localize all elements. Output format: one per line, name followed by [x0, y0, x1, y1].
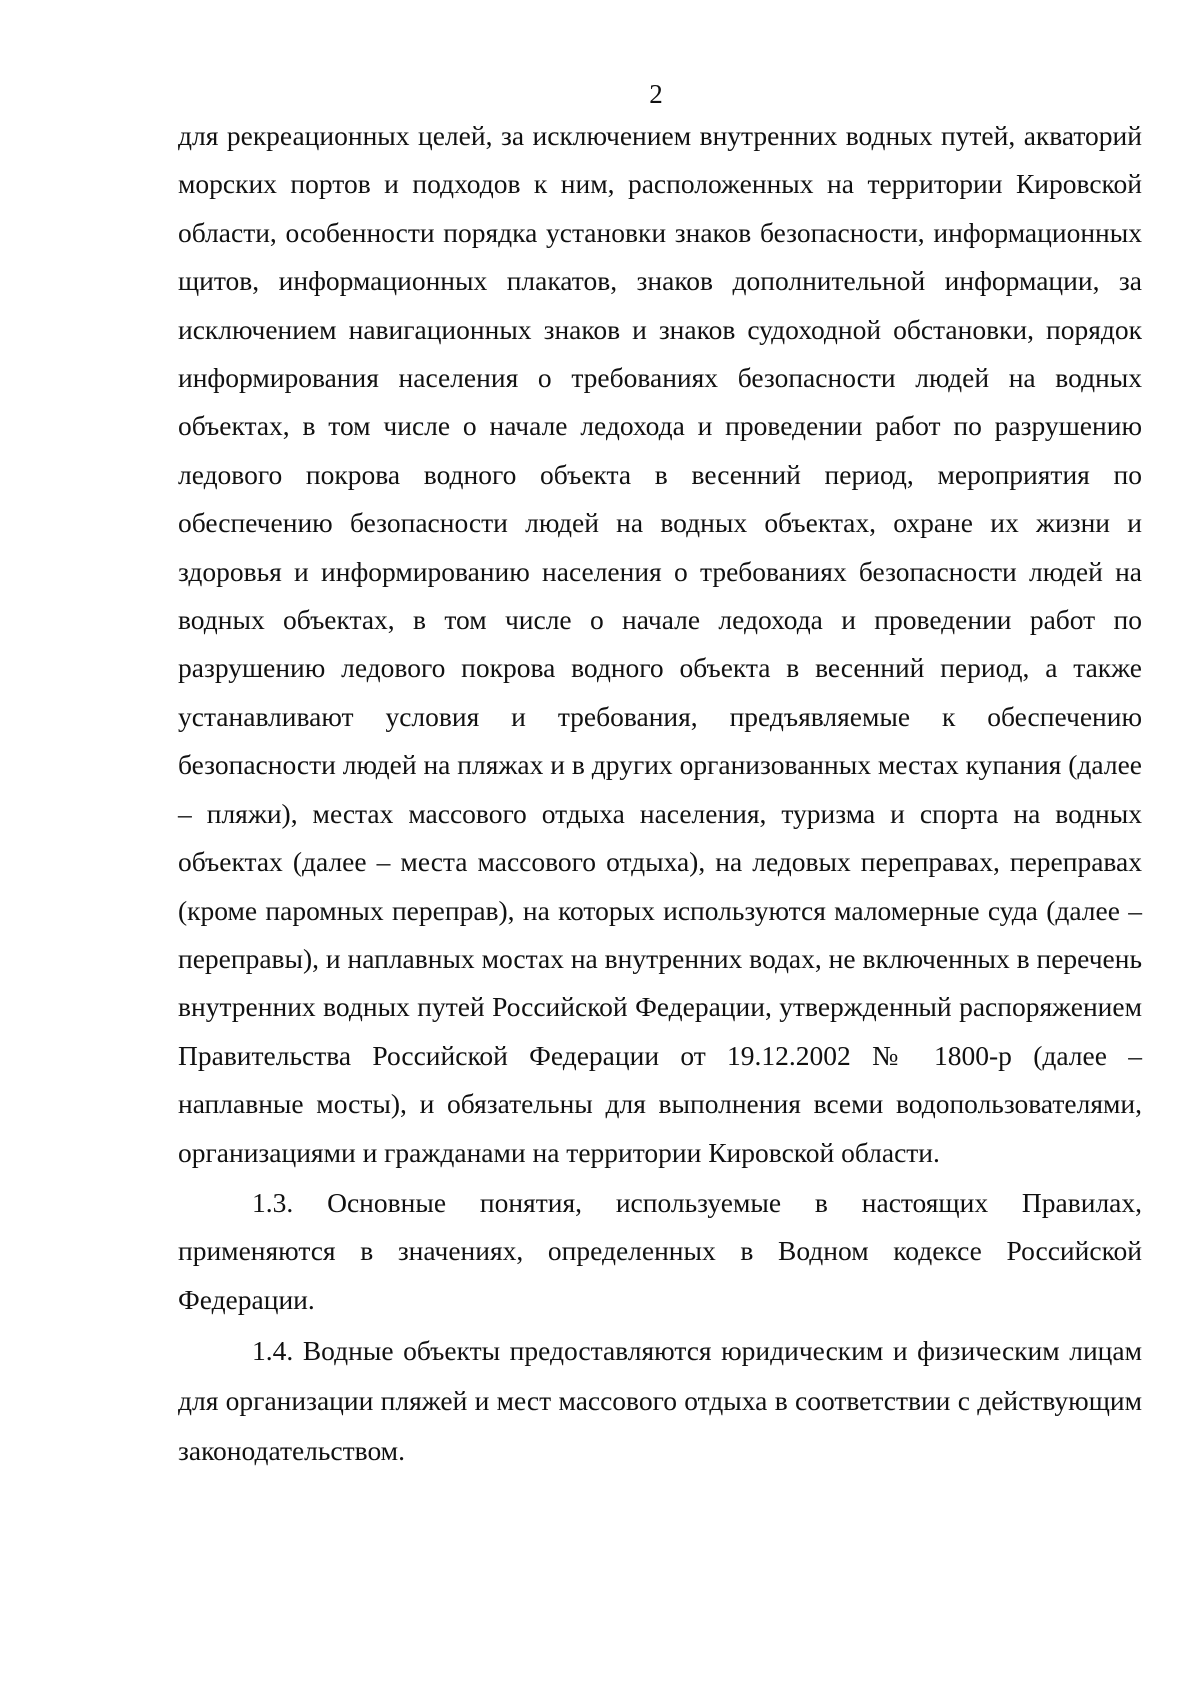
paragraph-section-1-3: 1.3. Основные понятия, используемые в настоящих Правилах, применяются в значениях, определенных в Водном кодексе Российской Федерации.	[178, 1186, 1142, 1315]
document-body	[178, 112, 1142, 1476]
paragraph-section-1-4: 1.4. Водные объекты предоставляются юридическим и физическим лицам для организации пляжей и мест массового отдыха в соответствии с действующим законодательством.	[178, 1335, 1142, 1467]
paragraph-continuation: для рекреационных целей, за исключением внутренних водных путей, акваторий морских портов и подходов к ним, расположенных на территории Кировской области, особенности порядка установки знаков безопасности, информационных щитов, информационных плакатов, знаков дополнительной информации, за исключением навигационных знаков и знаков судоходной обстановки, порядок информирования населения о требованиях безопасности людей на водных объектах, в том числе о начале ледохода и проведении работ по разрушению ледового покрова водного объекта в весенний период, мероприятия по обеспечению безопасности людей на водных объектах, охране их жизни и здоровья и информированию населения о требованиях безопасности людей на водных объектах, в том числе о начале ледохода и проведении работ по разрушению ледового покрова водного объекта в весенний период, а также устанавливают условия и требования, предъявляемые к обеспечению безопасности людей на пляжах и в других организованных местах купания (далее – пляжи), местах массового отдыха населения, туризма и спорта на водных объектах (далее – места массового отдыха), на ледовых переправах, переправах (кроме паромных переправ), на которых используются маломерные суда (далее – переправы), и наплавных мостах на внутренних водах, не включенных в перечень внутренних водных путей Российской Федерации, утвержденный распоряжением Правительства Российской Федерации от 19.12.2002 № 1800-р (далее – наплавные мосты), и обязательны для выполнения всеми водопользователями, организациями и гражданами на территории Кировской области.	[178, 120, 1142, 1168]
page-number: 2	[649, 79, 663, 109]
